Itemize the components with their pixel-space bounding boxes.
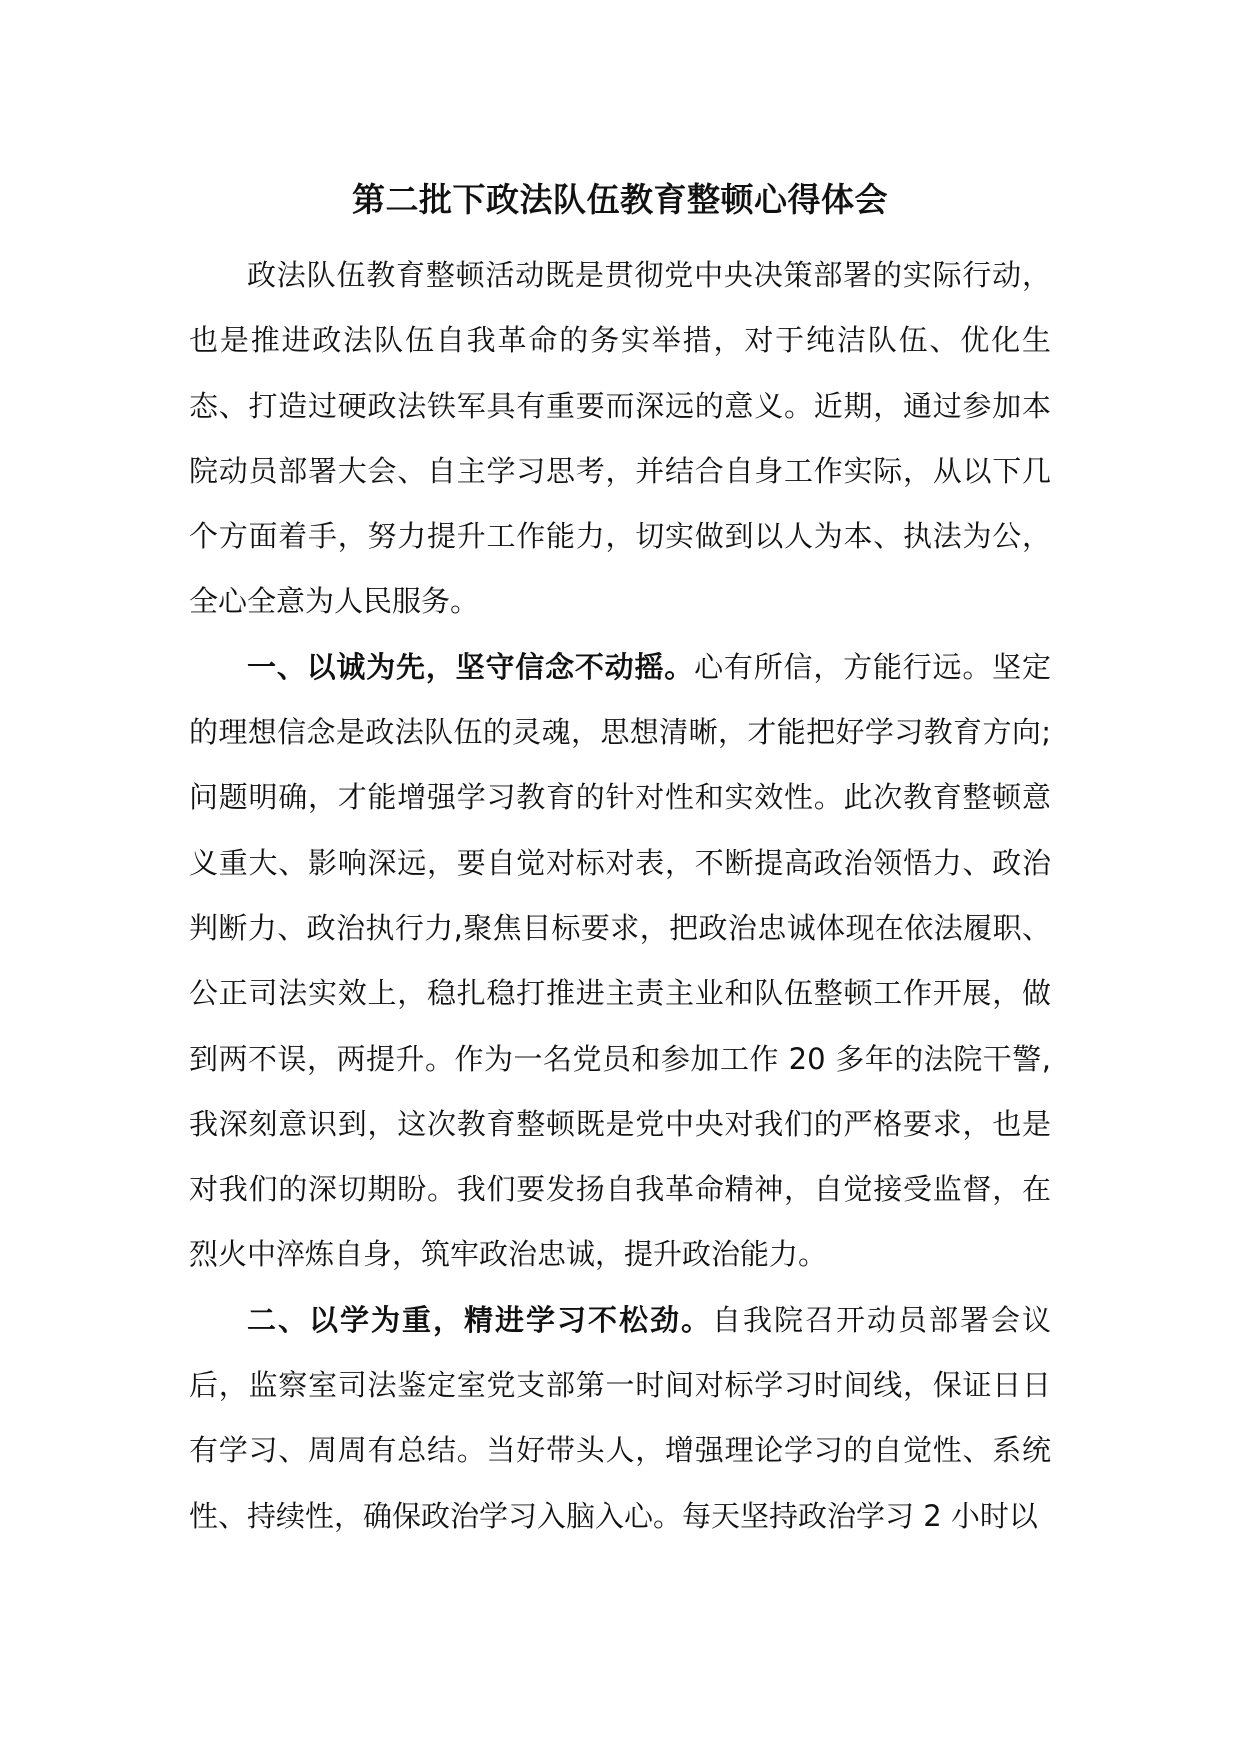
paragraph-section-2	[189, 1288, 1051, 1549]
section-heading: 二、以学为重，精进学习不松劲。	[247, 1302, 712, 1337]
paragraph-text: 政法队伍教育整顿活动既是贯彻党中央决策部署的实际行动，也是推进政法队伍自我革命的务实举措，对于纯洁队伍、优化生态、打造过硬政法铁军具有重要而深远的意义。近期，通过参加本院动员部署大会、自主学习思考，并结合自身工作实际，从以下几个方面着手，努力提升工作能力，切实做到以人为本、执法为公，全心全意为人民服务。	[189, 258, 1051, 619]
document-title: 第二批下政法队伍教育整顿心得体会	[352, 180, 888, 219]
paragraph-section-1	[189, 635, 1051, 1288]
section-heading: 一、以诚为先，坚守信念不动摇。	[247, 649, 695, 684]
document-body	[189, 243, 1051, 1549]
paragraph-text: 自我院召开动员部署会议后，监察室司法鉴定室党支部第一时间对标学习时间线，保证日日有学习、周周有总结。当好带头人，增强理论学习的自觉性、系统性、持续性，确保政治学习入脑入心。每天坚持政治学习 2 小时以	[189, 1302, 1051, 1533]
paragraph-text: 心有所信，方能行远。坚定的理想信念是政法队伍的灵魂，思想清晰，才能把好学习教育方向;问题明确，才能增强学习教育的针对性和实效性。此次教育整顿意义重大、影响深远，要自觉对标对表，不断提高政治领悟力、政治判断力、政治执行力,聚焦目标要求，把政治忠诚体现在依法履职、公正司法实效上，稳扎稳打推进主责主业和队伍整顿工作开展，做到两不误，两提升。作为一名党员和参加工作 20 多年的法院干警,我深刻意识到，这次教育整顿既是党中央对我们的严格要求，也是对我们的深切期盼。我们要发扬自我革命精神，自觉接受监督，在烈火中淬炼自身，筑牢政治忠诚，提升政治能力。	[189, 649, 1051, 1272]
paragraph-intro	[189, 243, 1051, 635]
